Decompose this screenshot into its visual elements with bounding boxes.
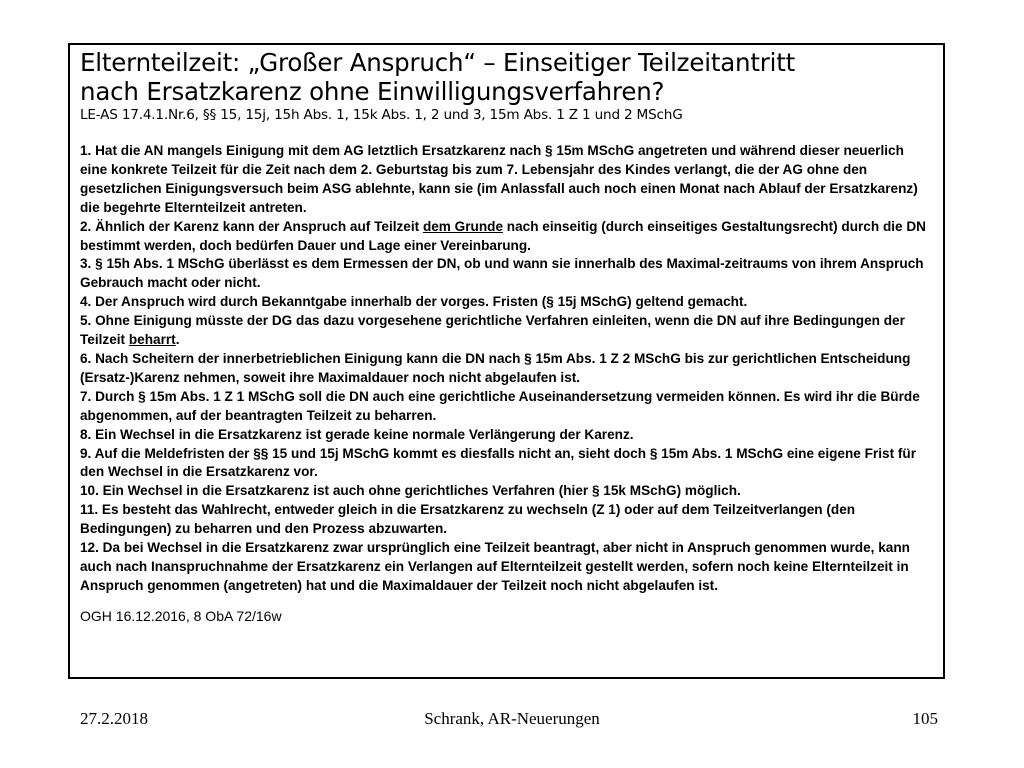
underlined-text: beharrt xyxy=(128,332,176,348)
slide-title xyxy=(80,48,933,106)
list-item-6: 6. Nach Scheitern der innerbetrieblichen Einigung kann die DN nach § 15m Abs. 1 Z 2 MSchG bis zur gerichtlichen Entscheidung (Ersatz-)Karenz nehmen, soweit ihre Maximaldauer noch nicht abgelaufen ist. xyxy=(80,350,911,385)
list-item-5: 5. Ohne Einigung müsste der DG das dazu vorgesehene gerichtliche Verfahren einleiten, wenn die DN auf ihre Bedingungen der Teilzeit beharrt. xyxy=(80,313,905,348)
list-item-1: 1. Hat die AN mangels Einigung mit dem AG letztlich Ersatzkarenz nach § 15m MSchG angetreten und während dieser neuerlich eine konkrete Teilzeit für die Zeit nach dem 2. Geburtstag bis zum 7. Lebensjahr des Kindes verlangt, die der AG ohne den gesetzlichen Einigungsversuch beim ASG ablehnte, kann sie (im Anlassfall auch noch einen Monat nach Ablauf der Ersatzkarenz) die begehrte Elternteilzeit antreten. xyxy=(80,143,918,215)
page-number: 105 xyxy=(912,709,938,728)
list-item-2: 2. Ähnlich der Karenz kann der Anspruch auf Teilzeit dem Grunde nach einseitig (durch einseitiges Gestaltungsrecht) durch die DN bestimmt werden, doch bedürfen Dauer und Lage einer Vereinbarung. xyxy=(80,218,926,253)
list-item-10: 10. Ein Wechsel in die Ersatzkarenz ist auch ohne gerichtliches Verfahren (hier § 15k MSchG) möglich. xyxy=(80,483,741,499)
list-item-9: 9. Auf die Meldefristen der §§ 15 und 15j MSchG kommt es diesfalls nicht an, sieht doch § 15m Abs. 1 MSchG eine eigene Frist für den Wechsel in die Ersatzkarenz vor. xyxy=(80,445,916,480)
slide-title-line1: Elternteilzeit: „Großer Anspruch“ – Einseitiger Teilzeitantritt xyxy=(80,48,796,77)
footer-author: Schrank, AR-Neuerungen xyxy=(424,709,600,728)
list-item-3: 3. § 15h Abs. 1 MSchG überlässt es dem Ermessen der DN, ob und wann sie innerhalb des Maximal-zeitraums von ihrem Anspruch Gebrauch macht oder nicht. xyxy=(80,256,924,291)
list-item-4: 4. Der Anspruch wird durch Bekanntgabe innerhalb der vorges. Fristen (§ 15j MSchG) geltend gemacht. xyxy=(80,294,748,310)
list-item-7: 7. Durch § 15m Abs. 1 Z 1 MSchG soll die DN auch eine gerichtliche Auseinandersetzung vermeiden können. Es wird ihr die Bürde abgenommen, auf der beantragten Teilzeit zu beharren. xyxy=(80,388,920,423)
source-citation: OGH 16.12.2016, 8 ObA 72/16w xyxy=(80,607,282,624)
footer-date: 27.2.2018 xyxy=(80,709,148,728)
numbered-list xyxy=(80,142,933,596)
underlined-text: dem Grunde xyxy=(422,218,503,234)
list-item-8: 8. Ein Wechsel in die Ersatzkarenz ist gerade keine normale Verlängerung der Karenz. xyxy=(80,426,634,442)
slide-subtitle: LE-AS 17.4.1.Nr.6, §§ 15, 15j, 15h Abs. 1, 15k Abs. 1, 2 und 3, 15m Abs. 1 Z 1 und 2 MSchG xyxy=(80,107,683,123)
list-item-11: 11. Es besteht das Wahlrecht, entweder gleich in die Ersatzkarenz zu wechseln (Z 1) oder auf dem Teilzeitverlangen (den Bedingungen) zu beharren und den Prozess abzuwarten. xyxy=(80,502,856,537)
slide-title-line2: nach Ersatzkarenz ohne Einwilligungsverfahren? xyxy=(80,77,665,106)
list-item-12: 12. Da bei Wechsel in die Ersatzkarenz zwar ursprünglich eine Teilzeit beantragt, aber nicht in Anspruch genommen wurde, kann auch nach Inanspruchnahme der Ersatzkarenz ein Verlangen auf Elternteilzeit gestellt werden, sofern noch keine Elternteilzeit in Anspruch genommen (angetreten) hat und die Maximaldauer der Teilzeit noch nicht abgelaufen ist. xyxy=(80,540,910,593)
content-frame xyxy=(68,43,945,679)
